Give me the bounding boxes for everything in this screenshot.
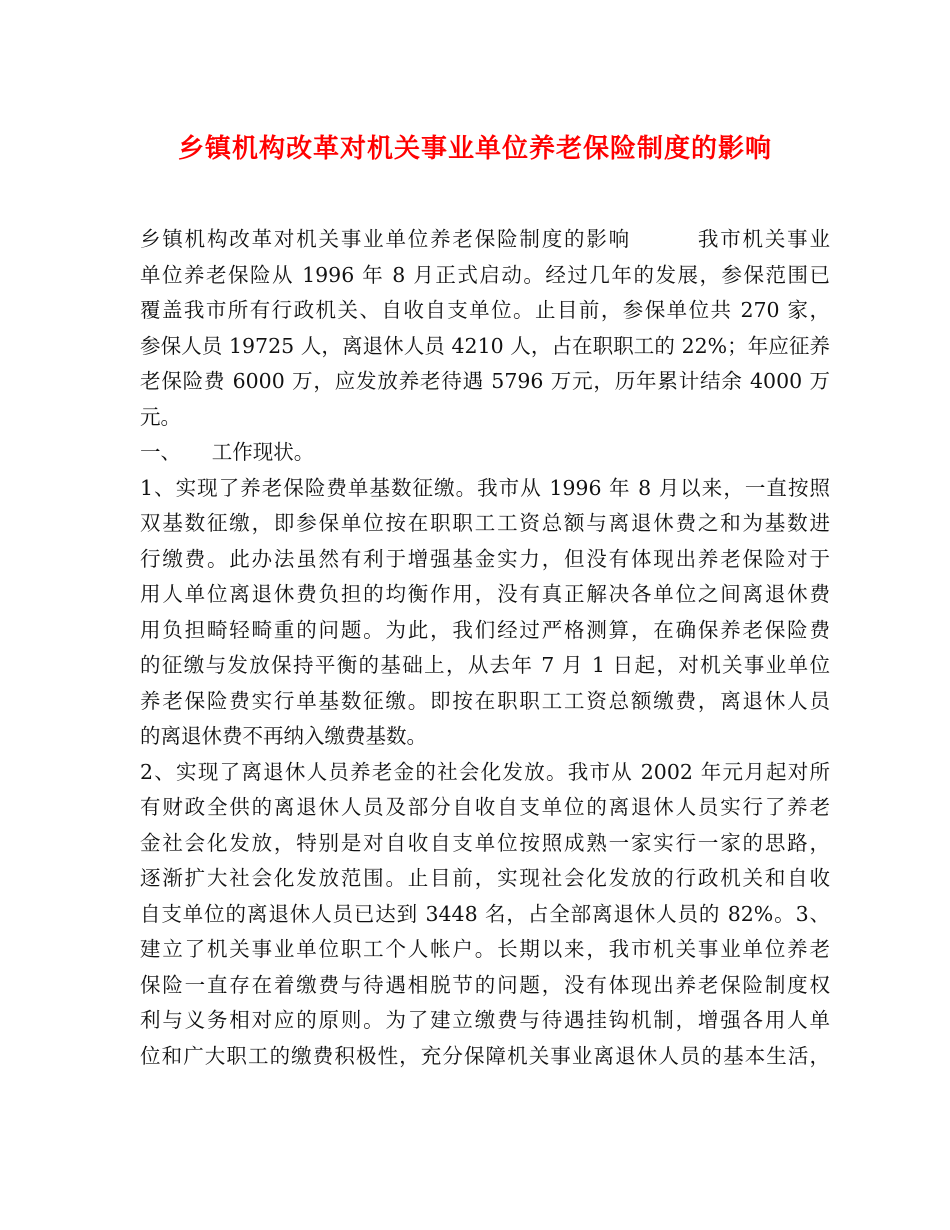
- body-line: 自支单位的离退休人员已达到 3448 名，占全部离退休人员的 82%。3、: [140, 901, 830, 926]
- body-line: 金社会化发放，特别是对自收自支单位按照成熟一家实行一家的思路，: [140, 830, 830, 855]
- body-line: 行缴费。此办法虽然有利于增强基金实力，但没有体现出养老保险对于: [140, 546, 830, 571]
- body-line: 覆盖我市所有行政机关、自收自支单位。止目前，参保单位共 270 家，: [140, 298, 830, 322]
- body-line: 的征缴与发放保持平衡的基础上，从去年 7 月 1 日起，对机关事业单位: [140, 653, 830, 677]
- body-line: 利与义务相对应的原则。为了建立缴费与待遇挂钩机制，增强各用人单: [140, 1008, 830, 1032]
- body-line: 双基数征缴，即参保单位按在职职工工资总额与离退休费之和为基数进: [140, 511, 830, 535]
- body-line: 建立了机关事业单位职工个人帐户。长期以来，我市机关事业单位养老: [140, 937, 830, 961]
- body-line: 有财政全供的离退休人员及部分自收自支单位的离退休人员实行了养老: [140, 795, 830, 819]
- document-title: 乡镇机构改革对机关事业单位养老保险制度的影响: [177, 134, 772, 164]
- body-line: 元。: [140, 404, 181, 429]
- body-line: 参保人员 19725 人，离退休人员 4210 人，占在职职工的 22%；年应征养: [140, 333, 830, 358]
- body-line: 1、实现了养老保险费单基数征缴。我市从 1996 年 8 月以来，一直按照: [140, 475, 830, 500]
- body-line: 老保险费 6000 万，应发放养老待遇 5796 万元，历年累计结余 4000 万: [140, 369, 830, 393]
- body-line: 位和广大职工的缴费积极性，充分保障机关事业离退休人员的基本生活，: [140, 1043, 830, 1068]
- body-line: 逐渐扩大社会化发放范围。止目前，实现社会化发放的行政机关和自收: [140, 866, 830, 890]
- document-body: [140, 222, 830, 1074]
- body-line: 的离退休费不再纳入缴费基数。: [140, 724, 427, 748]
- body-line: 乡镇机构改革对机关事业单位养老保险制度的影响 我市机关事业: [140, 227, 830, 251]
- body-line: 用负担畸轻畸重的问题。为此，我们经过严格测算，在确保养老保险费: [140, 617, 830, 642]
- body-line: 单位养老保险从 1996 年 8 月正式启动。经过几年的发展，参保范围已: [140, 262, 830, 287]
- body-line: 2、实现了离退休人员养老金的社会化发放。我市从 2002 年元月起对所: [140, 759, 830, 784]
- body-line: 养老保险费实行单基数征缴。即按在职职工工资总额缴费，离退休人员: [140, 688, 830, 713]
- body-line: 用人单位离退休费负担的均衡作用，没有真正解决各单位之间离退休费: [140, 582, 830, 606]
- body-line: 保险一直存在着缴费与待遇相脱节的问题，没有体现出养老保险制度权: [140, 972, 830, 997]
- section-heading: 一、 工作现状。: [140, 440, 315, 464]
